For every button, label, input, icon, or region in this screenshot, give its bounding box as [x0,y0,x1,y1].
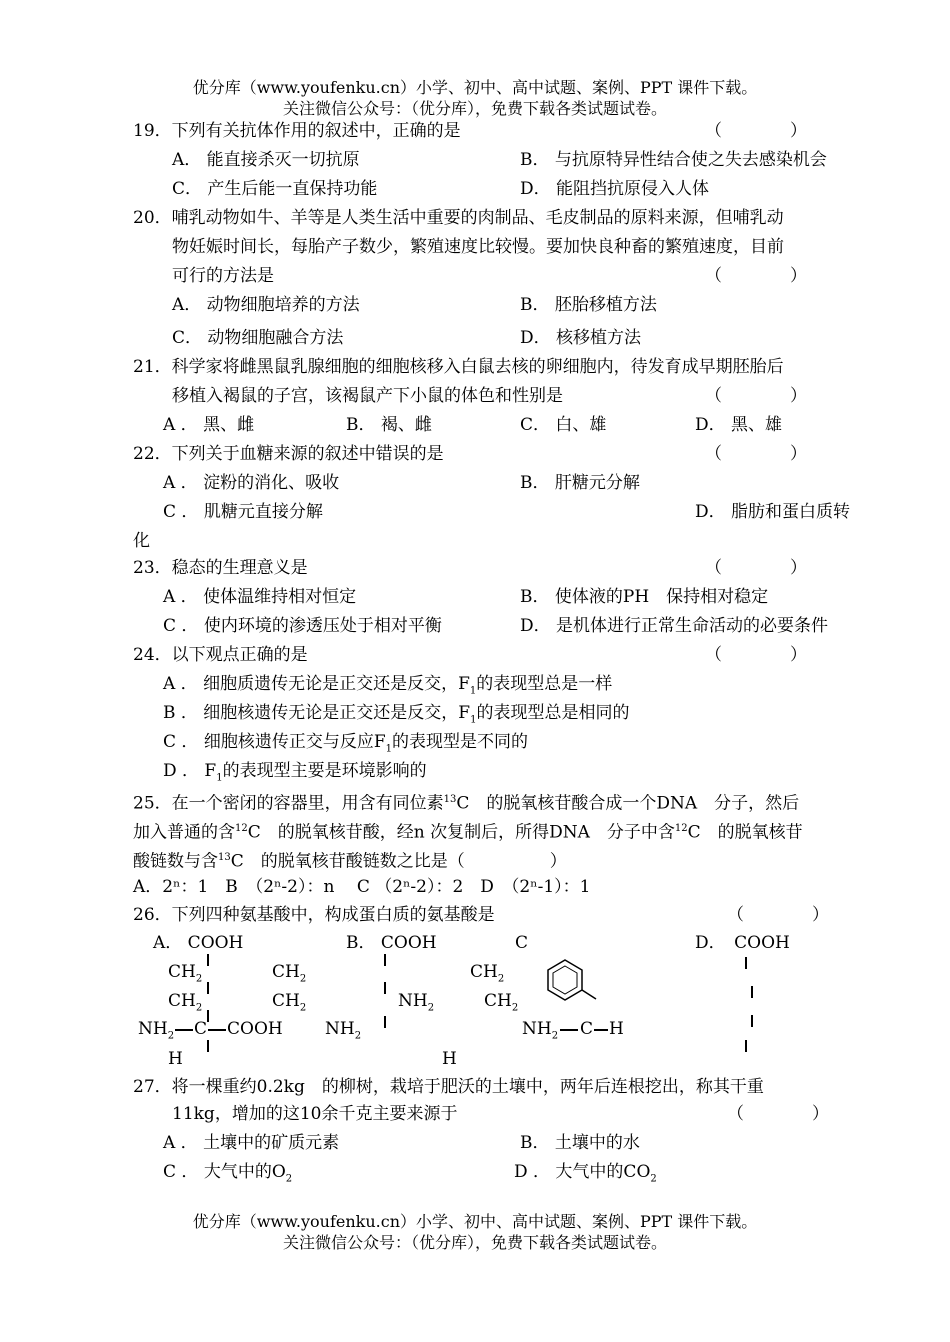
q20-option-b: B． 胚胎移植方法 [520,295,657,315]
q25-stem-3: 酸链数与含$^{13}$C 的脱氧核苷酸链数之比是（ ） [133,851,567,872]
q22-option-a: A ． 淀粉的消化、吸收 [163,473,340,493]
q21-option-c: C． 白、雄 [520,415,607,435]
q24-option-b: B ． 细胞核遗传无论是正交还是反交，$F_1$的表现型总是相同的 [163,703,630,726]
q26-answer-bracket: （ ） [727,905,829,925]
q19-answer-bracket: （ ） [705,121,807,141]
q22-answer-bracket: （ ） [705,444,807,464]
q23-answer-bracket: （ ） [705,558,807,578]
q19-option-b: B． 与抗原特异性结合使之失去感染机会 [520,150,827,170]
struct-b-ch2-2: $CH_2$ [272,991,307,1014]
struct-a-bond [207,1040,209,1052]
q24-stem: 24．以下观点正确的是 [133,645,308,665]
q22-stem: 22．下列关于血糖来源的叙述中错误的是 [133,444,444,464]
q20-option-c: C． 动物细胞融合方法 [172,328,344,348]
q26-stem: 26．下列四种氨基酸中，构成蛋白质的氨基酸是 [133,905,495,925]
q20-option-a: A． 动物细胞培养的方法 [172,295,360,315]
q23-option-b: B． 使体液的PH 保持相对稳定 [520,587,769,607]
q21-option-b: B． 褐、雌 [346,415,432,435]
q23-stem: 23．稳态的生理意义是 [133,558,308,578]
struct-b-nh2-top: $NH_2$ [398,991,435,1014]
q20-stem-1: 20．哺乳动物如牛、羊等是人类生活中重要的肉制品、毛皮制品的原料来源，但哺乳动 [133,208,784,228]
struct-a-carbon: C [194,1019,208,1039]
benzene-ring-icon [540,955,610,1025]
struct-b-ch2-1: $CH_2$ [272,962,307,985]
struct-c-carbon: C [580,1019,594,1039]
header-line-1: 优分库（www.youfenku.cn）小学、初中、高中试题、案例、PPT 课件下载。 [192,78,758,97]
struct-a-h: H [168,1049,183,1069]
q26-option-b: B． COOH [346,933,437,953]
struct-a-ch2-1: $CH_2$ [168,962,203,985]
struct-b-bond [384,982,386,994]
q20-stem-2: 物妊娠时间长，每胎产子数少，繁殖速度比较慢。要加快良种畜的繁殖速度，目前 [172,237,784,257]
q25-stem-2: 加入普通的含$^{12}$C 的脱氧核苷酸，经n 次复制后，所得DNA 分子中含$^{12}$C 的脱氧核苷 [133,822,803,843]
q21-option-d: D． 黑、雄 [695,415,783,435]
struct-a-bond [175,1029,193,1031]
struct-a-nh2: $NH_2$ [138,1019,175,1042]
struct-c-h: H [609,1019,624,1039]
q20-stem-3: 可行的方法是 [172,266,274,286]
struct-d-bond [751,1015,753,1027]
struct-b-h: H [442,1049,457,1069]
q21-answer-bracket: （ ） [705,386,807,406]
q25-options: A．2ⁿ：1 B （2ⁿ-2）：n C （2ⁿ-2）：2 D （2ⁿ-1）：1 [133,877,591,897]
q27-stem-1: 27．将一棵重约0.2kg 的柳树，栽培于肥沃的土壤中，两年后连根挖出，称其干重 [133,1077,764,1097]
struct-a-bond [207,1010,209,1022]
q27-answer-bracket: （ ） [727,1104,829,1124]
q21-stem-2: 移植入褐鼠的子宫，该褐鼠产下小鼠的体色和性别是 [172,386,563,406]
q27-option-c: C ． 大气中的$O_2$ [163,1162,293,1185]
q20-answer-bracket: （ ） [705,266,807,286]
footer-line-1: 优分库（www.youfenku.cn）小学、初中、高中试题、案例、PPT 课件下载。 [192,1212,758,1231]
q25-stem-1: 25．在一个密闭的容器里，用含有同位素$^{13}$C 的脱氧核苷酸合成一个DNA 分子，然后 [133,793,800,814]
q24-option-c: C ． 细胞核遗传正交与反应$F_1$的表现型是不同的 [163,732,528,755]
q24-answer-bracket: （ ） [705,645,807,665]
q24-option-d: D ． $F_1$的表现型主要是环境影响的 [163,761,427,784]
struct-a-bond [207,982,209,994]
struct-c-bond [594,1029,608,1031]
q22-option-b: B． 肝糖元分解 [520,473,640,493]
struct-b-ch2-3: $CH_2$ [470,962,505,985]
q22-option-c: C ． 肌糖元直接分解 [163,502,323,522]
header-line-2: 关注微信公众号：（优分库），免费下载各类试题试卷。 [282,99,667,118]
q26-option-d: D． COOH [695,933,790,953]
struct-c-bond [560,1029,578,1031]
q19-option-c: C． 产生后能一直保持功能 [172,179,378,199]
q27-option-b: B． 土壤中的水 [520,1133,640,1153]
struct-d-bond [751,986,753,998]
struct-a-bond [207,954,209,966]
struct-a-ch2-2: $CH_2$ [168,991,203,1014]
struct-c-nh2: $NH_2$ [522,1019,559,1042]
q26-option-c: C [515,933,529,953]
q23-option-a: A ． 使体温维持相对恒定 [163,587,357,607]
struct-b-nh2: $NH_2$ [325,1019,362,1042]
struct-b-ch2-4: $CH_2$ [484,991,519,1014]
q27-option-a: A ． 土壤中的矿质元素 [163,1133,340,1153]
q22-option-d-wrap: 化 [133,531,150,551]
q27-option-d: D ． 大气中的$CO_2$ [514,1162,657,1185]
struct-b-bond [384,954,386,966]
q24-option-a: A ． 细胞质遗传无论是正交还是反交，$F_1$的表现型总是一样 [163,674,613,697]
struct-b-bond [384,1016,386,1028]
q22-option-d: D． 脂肪和蛋白质转 [695,502,851,522]
q23-option-c: C ． 使内环境的渗透压处于相对平衡 [163,616,442,636]
q19-option-a: A． 能直接杀灭一切抗原 [172,150,360,170]
q20-option-d: D． 核移植方法 [520,328,642,348]
q19-stem: 19．下列有关抗体作用的叙述中，正确的是 [133,121,461,141]
q23-option-d: D． 是机体进行正常生命活动的必要条件 [520,616,829,636]
struct-d-bond [745,1040,747,1052]
struct-d-bond [745,957,747,969]
q27-stem-2: 11kg，增加的这10余千克主要来源于 [172,1104,458,1124]
footer-line-2: 关注微信公众号：（优分库），免费下载各类试题试卷。 [282,1233,667,1252]
q21-stem-1: 21．科学家将雌黑鼠乳腺细胞的细胞核移入白鼠去核的卵细胞内，待发育成早期胚胎后 [133,357,784,377]
q19-option-d: D． 能阻挡抗原侵入人体 [520,179,710,199]
struct-a-cooh: COOH [227,1019,283,1039]
q21-option-a: A ． 黑、雌 [163,415,255,435]
struct-a-bond [208,1029,226,1031]
q26-option-a: A． COOH [153,933,244,953]
